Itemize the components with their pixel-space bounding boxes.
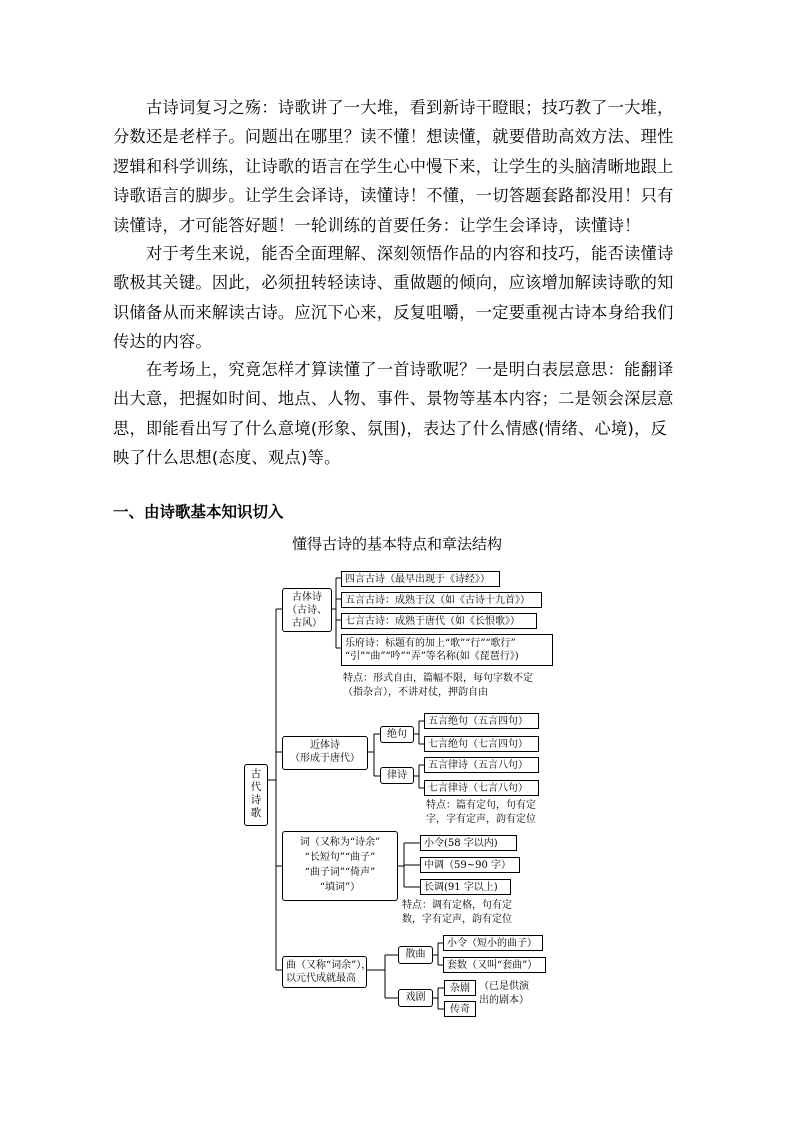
root-label: 古代诗歌 <box>250 768 262 819</box>
gutishi-item-qiyan: 七言古诗：成熟于唐代（如《长恨歌》） <box>341 613 537 629</box>
jintishi-note <box>426 799 536 827</box>
xiju-note <box>479 980 529 1008</box>
diagram-title: 懂得古诗的基本特点和章法结构 <box>291 535 502 553</box>
gutishi-item-siyan: 四言古诗（最早出现于《诗经》） <box>341 571 500 587</box>
jintishi-label-1: 近体诗 <box>310 740 340 751</box>
xiju-node: 戏剧 <box>398 989 433 1007</box>
root-node-ancient-poetry <box>244 764 268 826</box>
second-paragraph: 对于考生来说，能否全面理解、深刻领悟作品的内容和技巧，能否读懂诗歌极其关键。因此，必须扭转轻读诗、重做题的倾向，应该增加解读诗歌的知识储备从而来解读古诗。应沉下心来，反复咀嚼，一定要重视古诗本身给我们传达的内容。 <box>113 244 674 352</box>
yuefu-line-2: “引”“曲”“吟”“弄”等名称(如《琵琶行》) <box>345 651 519 662</box>
sanqu-item-taoshu: 套数（又叫“套曲”） <box>443 957 546 973</box>
yuefu-line-1: 乐府诗：标题有的加上“歌”“行”“歌行” <box>345 638 516 649</box>
ci-label-4: “填词”） <box>319 882 361 893</box>
sanqu-node: 散曲 <box>398 946 433 964</box>
section-heading: 一、由诗歌基本知识切入 <box>113 503 284 521</box>
gutishi-note-2: （指杂言），不讲对仗，押韵自由 <box>343 687 488 698</box>
qu-label-2: 以元代成就最高 <box>286 973 356 984</box>
ci-note-1: 特点：调有定格，句有定 <box>402 900 512 911</box>
gutishi-label-2: （古诗、 <box>287 605 327 616</box>
jueju-node: 绝句 <box>380 726 414 743</box>
jintishi-label-2: （形成于唐代） <box>290 753 360 764</box>
ci-note-2: 数，字有定声，韵有定位 <box>402 914 512 925</box>
xiju-note-2: 出的剧本） <box>479 995 529 1006</box>
lvshi-item-qiyan: 七言律诗（七言八句） <box>424 780 539 796</box>
gutishi-note <box>343 672 533 700</box>
qu-node <box>282 956 372 988</box>
lvshi-node: 律诗 <box>380 767 414 784</box>
sanqu-item-xiaoling: 小令（短小的曲子） <box>443 935 543 951</box>
jintishi-note-1: 特点：篇有定句，句有定 <box>426 800 536 811</box>
ci-label-1: 词（又称为“诗余” <box>299 837 381 848</box>
ci-note <box>402 899 512 927</box>
xiju-item-zaju: 杂剧 <box>444 980 476 996</box>
qu-label-1: 曲（又称“词余”）， <box>286 960 372 971</box>
ci-item-zhongdiao: 中调（59~90 字） <box>420 857 520 873</box>
jueju-item-wuyan: 五言绝句（五言四句） <box>424 713 539 729</box>
gutishi-label-3: 古风） <box>292 618 322 629</box>
xiju-note-1: （已是供演 <box>479 981 529 992</box>
gutishi-item-wuyan: 五言古诗：成熟于汉（如《古诗十九首》） <box>341 592 542 608</box>
ci-item-xiaoling: 小令(58 字以内) <box>420 835 517 851</box>
intro-paragraph: 古诗词复习之殇：诗歌讲了一大堆，看到新诗干瞪眼；技巧教了一大堆，分数还是老样子。问题出在哪里？读不懂！想读懂，就要借助高效方法、理性逻辑和科学训练，让诗歌的语言在学生心中慢下来，让学生的头脑清晰地跟上诗歌语言的脚步。让学生会译诗，读懂诗！不懂，一切答题套路都没用！只有读懂诗，才可能答好题！一轮训练的首要任务：让学生会译诗，读懂诗！ <box>113 98 674 235</box>
ci-item-changdiao: 长调(91 字以上) <box>420 879 511 895</box>
gutishi-node <box>282 588 332 632</box>
jintishi-note-2: 字，字有定声，韵有定位 <box>426 814 536 825</box>
ci-label-3: “曲子词”“倚声” <box>304 867 376 878</box>
xiju-item-chuanqi: 传奇 <box>444 1001 476 1017</box>
jueju-item-qiyan: 七言绝句（七言四句） <box>424 736 539 752</box>
gutishi-label-1: 古体诗 <box>292 592 322 603</box>
ci-node <box>282 831 398 901</box>
third-paragraph: 在考场上，究竟怎样才算读懂了一首诗歌呢？一是明白表层意思：能翻译出大意，把握如时间、地点、人物、事件、景物等基本内容；二是领会深层意思，即能看出写了什么意境(形象、氛围)，表达了什么情感(情绪、心境)，反映了什么思想(态度、观点)等。 <box>113 360 674 468</box>
lvshi-item-wuyan: 五言律诗（五言八句） <box>424 757 539 773</box>
ci-label-2: “长短句”“曲子” <box>304 852 376 863</box>
jintishi-node <box>282 736 368 770</box>
gutishi-note-1: 特点：形式自由，篇幅不限，每句字数不定 <box>343 673 533 684</box>
gutishi-item-yuefu <box>341 634 553 666</box>
